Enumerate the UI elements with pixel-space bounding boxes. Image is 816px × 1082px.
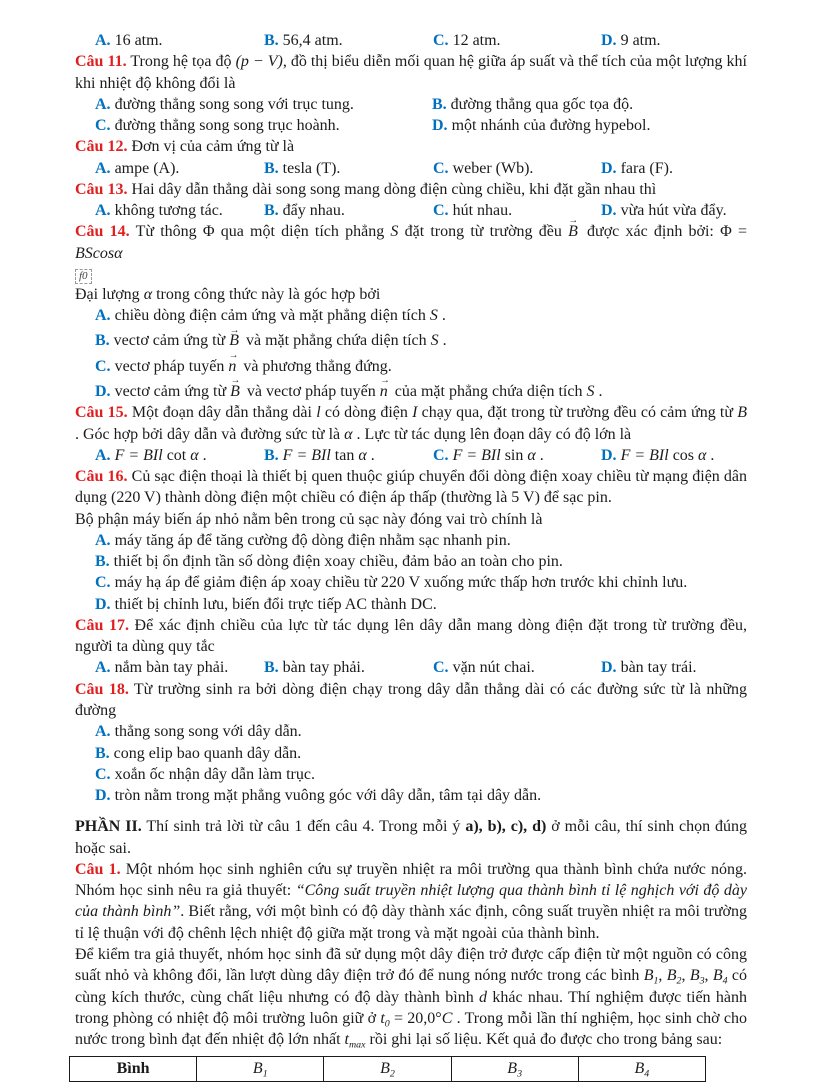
subscript: 3 — [699, 975, 705, 987]
option-d — [601, 158, 747, 179]
text-segment: một nhánh của đường hypebol. — [447, 117, 651, 135]
question-18-option-d — [75, 785, 747, 806]
question-14-stem — [75, 221, 747, 264]
text-segment: S — [430, 332, 439, 350]
option-letter: D. — [601, 32, 617, 49]
text-segment: B — [634, 1059, 645, 1077]
vector-symbol: → n — [380, 381, 388, 402]
subscript: 4 — [644, 1068, 650, 1080]
option-letter: B. — [432, 95, 447, 113]
text-segment: d — [479, 988, 488, 1006]
option-letter: C. — [433, 659, 449, 677]
option-a — [95, 158, 264, 179]
text-segment: Củ sạc điện thoại là thiết bị quen thuộc giúp chuyển đổi dòng điện xoay chiều từ mạng điện dân dụng (220 V) thành dòng điện một chiều có điện áp thấp (thường là 5 V) để sạc pin. — [75, 468, 748, 507]
question-14-lead — [75, 284, 747, 305]
option-letter: D. — [432, 117, 448, 135]
option-letter: D. — [95, 595, 111, 613]
text-segment: bàn tay trái. — [616, 659, 697, 677]
text-segment: đẩy nhau. — [278, 202, 345, 220]
text-segment: , đồ thị biểu diễn mối quan hệ giữa áp suất và thể tích của một lượng khí khi nhiệt độ không đổi là — [75, 53, 747, 92]
results-table — [69, 1056, 706, 1082]
option-d — [432, 115, 747, 136]
text-segment: . — [594, 382, 603, 400]
option-letter: D. — [601, 159, 617, 177]
question-12-options-row — [75, 158, 747, 179]
table-cell-b3 — [451, 1056, 578, 1081]
text-segment: nắm bàn tay phải. — [110, 659, 229, 677]
text-segment: α — [143, 285, 153, 303]
option-c — [95, 115, 432, 136]
option-b — [264, 657, 433, 678]
option-letter: C. — [433, 32, 449, 49]
text-segment: rồi ghi lại số liệu. Kết quả đo được cho trong bảng sau: — [365, 1031, 723, 1049]
text-segment: F = BIl — [282, 446, 331, 464]
text-segment: tesla (T). — [278, 159, 341, 177]
option-letter: C. — [95, 765, 111, 783]
text-segment: F = BIl — [620, 446, 669, 464]
text-segment: vectơ pháp tuyến — [110, 357, 229, 375]
question-number: Câu 13. — [75, 180, 128, 198]
text-segment: đường thẳng song song với trục tung. — [110, 95, 354, 113]
question-11-options-ab — [75, 94, 747, 115]
question-number: Câu 16. — [75, 468, 128, 486]
text-segment: . — [706, 446, 715, 464]
question-13-stem — [75, 179, 747, 200]
question-14-option-b — [75, 330, 747, 351]
text-segment: . Trong mỗi lần thí nghiệm, học sinh chờ cho nước trong bình đạt đến nhiệt độ lớn nhất — [75, 1009, 748, 1049]
text-segment: weber (Wb). — [448, 159, 534, 177]
text-segment: Để kiểm tra giả thuyết, nhóm học sinh đã sử dụng một dây điện trở được cấp điện từ một nguồn có công suất nhỏ và không đổi, lần lượt dùng dây điện trở đó để nung nóng nước trong các bình — [75, 945, 747, 985]
text-segment: . Lực từ tác dụng lên đoạn dây có độ lớn là — [352, 425, 632, 443]
subscript: 4 — [722, 975, 728, 987]
text-segment: Thí sinh trả lời từ câu 1 đến câu 4. Trong mỗi ý — [141, 818, 466, 836]
question-12-stem — [75, 136, 747, 157]
question-11-stem — [75, 51, 747, 94]
subscript: 0 — [384, 1018, 390, 1030]
text-segment: 56,4 atm. — [278, 32, 343, 49]
text-segment: Từ trường sinh ra bởi dòng điện chạy trong dây dẫn thẳng dài có các đường sức từ là những đường — [75, 680, 748, 719]
option-letter: A. — [95, 659, 111, 677]
question-18-option-a — [75, 721, 747, 742]
text-segment: cot — [162, 446, 191, 464]
text-segment: thẳng song song với dây dẫn. — [110, 723, 302, 741]
text-segment: vừa hút vừa đẩy. — [616, 202, 727, 220]
question-number: Câu 17. — [75, 616, 129, 634]
table-cell-b2 — [324, 1056, 451, 1081]
question-17-options-row — [75, 657, 747, 678]
question-number: Câu 15. — [75, 404, 128, 422]
option-a — [95, 200, 264, 221]
text-segment: S — [586, 382, 595, 400]
text-segment: Đơn vị của cảm ứng từ là — [127, 138, 295, 156]
question-16-option-b — [75, 551, 747, 572]
question-18-option-b — [75, 743, 747, 764]
text-segment: chạy qua, đặt trong từ trường đều có cảm ứng từ — [417, 404, 738, 422]
option-c — [433, 657, 601, 678]
question-15-options-row — [75, 445, 747, 466]
text-segment: α — [358, 446, 367, 464]
text-segment: của mặt phẳng chứa diện tích — [390, 382, 587, 400]
subscript: 1 — [262, 1068, 268, 1080]
text-segment: có cùng kích thước, cùng chất liệu nhưng có độ dày thành bình — [75, 967, 748, 1006]
text-segment: 12 atm. — [448, 32, 501, 49]
option-a — [95, 445, 264, 466]
text-segment: , — [658, 967, 667, 985]
text-segment: B — [507, 1059, 518, 1077]
question-15-stem — [75, 402, 747, 445]
text-segment: α — [344, 425, 353, 443]
option-letter: A. — [95, 531, 111, 549]
text-segment: α — [698, 446, 707, 464]
option-d — [601, 200, 747, 221]
text-segment: thiết bị ổn định tần số dòng điện xoay chiều, đảm bảo an toàn cho pin. — [109, 553, 563, 571]
text-segment: và phương thẳng đứng. — [239, 357, 392, 375]
question-number: Câu 11. — [75, 53, 127, 71]
option-letter: B. — [264, 659, 279, 677]
text-segment: tròn nằm trong mặt phẳng vuông góc với dây dẫn, tâm tại dây dẫn. — [110, 787, 542, 805]
text-segment: Để xác định chiều của lực từ tác dụng lên dây dẫn mang dòng điện đặt trong từ trường đều, người ta dùng quy tắc — [75, 616, 747, 656]
text-segment: chiều dòng điện cảm ứng và mặt phẳng diện tích — [110, 307, 430, 325]
text-segment: vectơ cảm ứng từ — [109, 332, 230, 350]
text-segment: t — [344, 1031, 349, 1049]
text-segment: được xác định bởi: Φ = — [580, 223, 748, 241]
table-cell-b4 — [578, 1056, 705, 1081]
option-d — [601, 30, 747, 51]
text-segment: , — [681, 967, 690, 985]
text-segment: Hai dây dẫn thẳng dài song song mang dòng điện cùng chiều, khi đặt gần nhau thì — [127, 180, 657, 198]
option-letter: A. — [95, 202, 111, 220]
text-segment: Đại lượng — [75, 285, 144, 303]
option-a — [95, 94, 432, 115]
text-segment: . — [198, 446, 207, 464]
text-segment: . — [438, 332, 447, 350]
text-segment: có dòng điện — [320, 404, 413, 422]
text-segment: 9 atm. — [616, 32, 661, 49]
option-letter: B. — [264, 159, 279, 177]
text-segment: S — [429, 307, 438, 325]
text-segment: cos — [668, 446, 699, 464]
text-segment: và vectơ pháp tuyến — [242, 382, 380, 400]
option-letter: A. — [95, 446, 111, 464]
text-segment: thiết bị chỉnh lưu, biến đổi trực tiếp AC thành DC. — [110, 595, 437, 613]
option-b — [264, 30, 433, 51]
text-segment: bàn tay phải. — [278, 659, 365, 677]
question-number: Câu 12. — [75, 138, 128, 156]
option-letter: A. — [95, 723, 111, 741]
option-letter: C. — [433, 446, 449, 464]
vector-symbol: → n — [228, 356, 236, 377]
text-segment: đường thẳng song song trục hoành. — [110, 117, 340, 135]
option-d — [601, 657, 747, 678]
option-letter: C. — [433, 202, 449, 220]
text-segment: l — [316, 404, 321, 422]
text-segment: B — [689, 967, 700, 985]
text-segment: . Biết rằng, với một bình có độ dày thành xác định, công suất truyền nhiệt ra môi trường tỉ lệ thuận với độ chênh lệch nhiệt độ giữa mặt trong và mặt ngoài của thành bình. — [75, 903, 748, 942]
subscript: max — [349, 1039, 366, 1051]
question-number: Câu 18. — [75, 680, 129, 698]
text-segment: cong elip bao quanh dây dẫn. — [109, 744, 302, 762]
table-cell-binh — [70, 1056, 197, 1081]
option-letter: B. — [264, 202, 279, 220]
option-letter: C. — [95, 574, 111, 592]
text-segment: hút nhau. — [448, 202, 513, 220]
question-14-option-d — [75, 381, 747, 402]
question-16-lead — [75, 509, 747, 530]
option-b — [264, 200, 433, 221]
option-c — [433, 445, 601, 466]
option-letter: B. — [95, 553, 110, 571]
part2-question-1-paragraph-1 — [75, 859, 747, 944]
question-number: Câu 14. — [75, 223, 130, 241]
text-segment: α — [527, 446, 536, 464]
option-letter: A. — [95, 95, 111, 113]
option-b — [264, 445, 433, 466]
subscript: 2 — [676, 975, 682, 987]
text-segment: . — [437, 307, 446, 325]
text-segment: Một đoạn dây dẫn thẳng dài — [127, 404, 317, 422]
text-segment: BScosα — [75, 244, 123, 262]
option-a — [95, 657, 264, 678]
text-segment: . — [535, 446, 544, 464]
text-segment: ampe (A). — [110, 159, 180, 177]
option-letter: A. — [95, 307, 111, 325]
text-segment: B — [737, 404, 748, 422]
text-segment: đặt trong từ trường đều — [398, 223, 569, 241]
option-letter: A. — [95, 159, 111, 177]
option-letter: C. — [95, 117, 111, 135]
part2-question-1-paragraph-2 — [75, 944, 747, 1051]
text-segment: xoắn ốc nhận dây dẫn làm trục. — [110, 765, 315, 783]
equation-field-placeholder-line — [75, 264, 747, 284]
option-letter: B. — [264, 446, 279, 464]
text-segment: . Góc hợp bởi dây dẫn và đường sức từ là — [75, 425, 345, 443]
question-18-stem — [75, 679, 747, 722]
text-segment: Bình — [116, 1059, 150, 1077]
text-segment: C — [441, 1009, 453, 1027]
text-segment: α — [190, 446, 199, 464]
text-segment: sin — [500, 446, 528, 464]
text-segment: = 20,0° — [389, 1009, 442, 1027]
text-segment: máy hạ áp để giảm điện áp xoay chiều từ 220 V xuống mức thấp hơn trước khi chỉnh lưu. — [110, 574, 688, 592]
text-segment: đường thẳng qua gốc tọa độ. — [446, 95, 634, 113]
text-segment: , — [704, 967, 713, 985]
text-segment: khác nhau. Thí nghiệm được tiến hành trong phòng có nhiệt độ môi trường luôn giữ ở — [75, 988, 747, 1027]
option-c — [433, 30, 601, 51]
text-segment: vectơ cảm ứng từ — [110, 382, 231, 400]
option-d — [601, 445, 747, 466]
text-segment: B — [252, 1059, 263, 1077]
subscript: 1 — [653, 975, 659, 987]
text-segment: I — [412, 404, 418, 422]
question-number: Câu 1. — [75, 860, 121, 878]
part-2-header — [75, 816, 747, 859]
option-letter: B. — [95, 332, 110, 350]
option-letter: D. — [601, 659, 617, 677]
question-11-options-cd — [75, 115, 747, 136]
text-segment: trong công thức này là góc hợp bởi — [152, 285, 381, 303]
question-16-option-d — [75, 594, 747, 615]
text-segment: “Công suất truyền nhiệt lượng qua thành bình tỉ lệ nghịch với độ dày của thành bình” — [75, 882, 747, 921]
option-letter: C. — [95, 357, 111, 375]
text-segment: 16 atm. — [110, 32, 163, 49]
text-segment: S — [390, 223, 399, 241]
option-letter: D. — [601, 446, 617, 464]
question-16-option-c — [75, 572, 747, 593]
text-segment: tan — [330, 446, 359, 464]
question-16-stem — [75, 466, 747, 509]
option-letter: B. — [95, 744, 110, 762]
option-letter: D. — [95, 787, 111, 805]
option-letter: C. — [433, 159, 449, 177]
question-14-option-c — [75, 356, 747, 377]
text-segment: B — [712, 967, 723, 985]
question-16-option-a — [75, 530, 747, 551]
text-segment: F = BIl — [452, 446, 501, 464]
question-13-options-row — [75, 200, 747, 221]
question-17-stem — [75, 615, 747, 658]
text-segment: ở mỗi câu, thí sinh chọn đúng hoặc sai. — [75, 818, 748, 857]
text-segment: Trong hệ tọa độ — [126, 53, 236, 71]
vector-symbol: → B — [229, 330, 239, 351]
text-segment: B — [380, 1059, 390, 1077]
option-a — [95, 30, 264, 51]
text-segment: Bộ phận máy biến áp nhỏ nằm bên trong củ sạc này đóng vai trò chính là — [75, 510, 543, 528]
text-segment: B — [643, 967, 654, 985]
text-segment: máy tăng áp để tăng cường độ dòng điện nhằm sạc nhanh pin. — [110, 531, 511, 549]
text-segment: a), b), c), d) — [465, 818, 547, 836]
equation-field-placeholder: f0 — [75, 269, 92, 284]
text-segment: và mặt phẳng chứa diện tích — [242, 332, 431, 350]
question-14-option-a — [75, 305, 747, 326]
question-18-option-c — [75, 764, 747, 785]
previous-question-options-row — [75, 30, 747, 51]
option-letter: B. — [264, 32, 279, 49]
option-letter: D. — [95, 382, 111, 400]
option-c — [433, 158, 601, 179]
text-segment: Một nhóm học sinh nghiên cứu sự truyền nhiệt ra môi trường qua thành bình chứa nước nóng. Nhóm học sinh nêu ra giả thuyết: — [75, 860, 748, 900]
text-segment: (p − V) — [235, 53, 283, 71]
text-segment: PHẦN II. — [75, 818, 142, 836]
text-segment: Từ thông Φ qua một diện tích phẳng — [129, 223, 391, 241]
vector-symbol: → B — [230, 381, 240, 402]
vector-symbol: → B — [568, 221, 578, 242]
subscript: 3 — [517, 1068, 523, 1080]
table-cell-b1 — [197, 1056, 324, 1081]
text-segment: vặn nút chai. — [448, 659, 535, 677]
text-segment: fara (F). — [616, 159, 673, 177]
text-segment: F = BIl — [114, 446, 163, 464]
option-b — [264, 158, 433, 179]
text-segment: không tương tác. — [110, 202, 223, 220]
text-segment: B — [666, 967, 677, 985]
option-b — [432, 94, 747, 115]
text-segment: t — [380, 1009, 385, 1027]
text-segment: . — [366, 446, 375, 464]
option-letter: D. — [601, 202, 617, 220]
option-letter: A. — [95, 32, 111, 49]
table-header-row — [70, 1056, 706, 1081]
subscript: 2 — [389, 1068, 395, 1080]
